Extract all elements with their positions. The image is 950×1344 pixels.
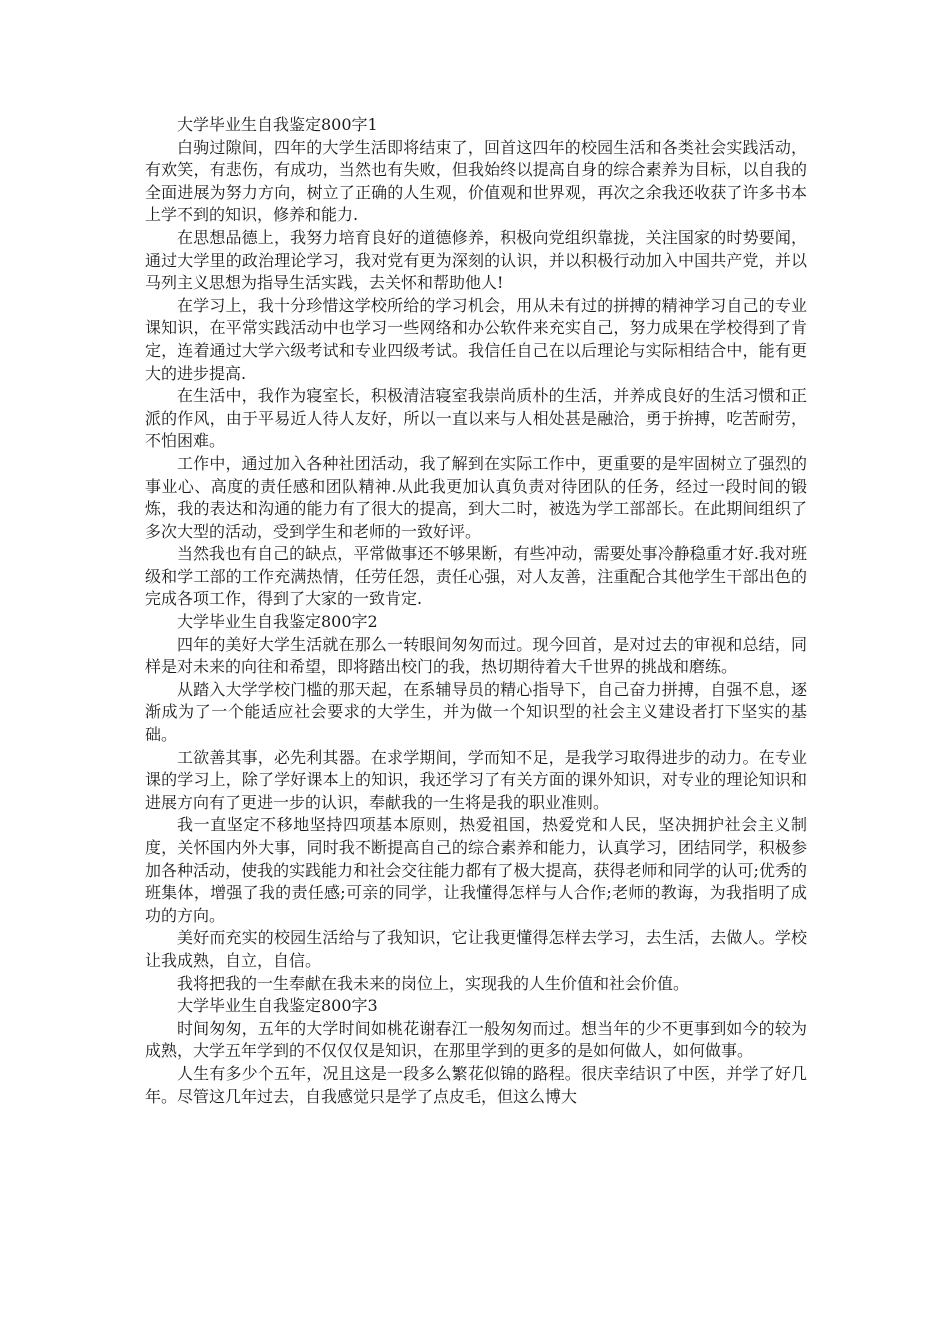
section-1 [145, 114, 807, 611]
paragraph: 我将把我的一生奉献在我未来的岗位上，实现我的人生价值和社会价值。 [177, 973, 690, 993]
section-title: 大学毕业生自我鉴定800字2 [177, 612, 378, 632]
section-title: 大学毕业生自我鉴定800字3 [177, 996, 378, 1016]
paragraph: 工作中，通过加入各种社团活动，我了解到在实际工作中，更重要的是牢固树立了强烈的事业心、高度的责任感和团队精神.从此我更加认真负责对待团队的任务，经过一段时间的锻炼，我的表达和沟通的能力有了很大的提高，到大二时，被选为学工部部长。在此期间组织了多次大型的活动，受到学生和老师的一致好评。 [145, 453, 807, 541]
paragraph: 时间匆匆，五年的大学时间如桃花谢春江一般匆匆而过。想当年的少不更事到如今的较为成熟，大学五年学到的不仅仅仅是知识，在那里学到的更多的是如何做人，如何做事。 [145, 1018, 807, 1061]
paragraph: 人生有多少个五年，况且这是一段多么繁花似锦的路程。很庆幸结识了中医，并学了好几年。尽管这几年过去，自我感觉只是学了点皮毛，但这么博大 [145, 1063, 807, 1106]
paragraph: 在学习上，我十分珍惜这学校所给的学习机会，用从未有过的拼搏的精神学习自己的专业课知识，在平常实践活动中也学习一些网络和办公软件来充实自己，努力成果在学校得到了肯定，连着通过大学六级考试和专业四级考试。我信任自己在以后理论与实际相结合中，能有更大的进步提高. [145, 295, 807, 383]
paragraph: 在生活中，我作为寝室长，积极清洁寝室我崇尚质朴的生活，并养成良好的生活习惯和正派的作风，由于平易近人待人友好，所以一直以来与人相处甚是融洽，勇于拚搏，吃苦耐劳，不怕困难。 [145, 386, 807, 451]
document-body [145, 114, 807, 1108]
paragraph: 当然我也有自己的缺点，平常做事还不够果断，有些冲动，需要处事冷静稳重才好.我对班级和学工部的工作充满热情，任劳任怨，责任心强，对人友善，注重配合其他学生干部出色的完成各项工作，得到了大家的一致肯定. [145, 544, 807, 609]
paragraph: 我一直坚定不移地坚持四项基本原则，热爱祖国，热爱党和人民，坚决拥护社会主义制度，关怀国内外大事，同时我不断提高自己的综合素养和能力，认真学习，团结同学，积极参加各种活动，使我的实践能力和社会交往能力都有了极大提高，获得老师和同学的认可;优秀的班集体，增强了我的责任感;可亲的同学，让我懂得怎样与人合作;老师的教诲，为我指明了成功的方向。 [145, 815, 807, 925]
paragraph: 四年的美好大学生活就在那么一转眼间匆匆而过。现今回首，是对过去的审视和总结，同样是对未来的向往和希望，即将踏出校门的我，热切期待着大千世界的挑战和磨练。 [145, 634, 807, 677]
paragraph: 工欲善其事，必先利其器。在求学期间，学而知不足，是我学习取得进步的动力。在专业课的学习上，除了学好课本上的知识，我还学习了有关方面的课外知识，对专业的理论知识和进展方向有了更进一步的认识，奉献我的一生将是我的职业准则。 [145, 747, 807, 812]
section-3 [145, 995, 807, 1108]
section-2 [145, 611, 807, 995]
section-title: 大学毕业生自我鉴定800字1 [177, 115, 378, 134]
paragraph: 美好而充实的校园生活给与了我知识，它让我更懂得怎样去学习，去生活，去做人。学校让我成熟，自立，自信。 [145, 928, 807, 970]
paragraph: 从踏入大学学校门槛的那天起，在系辅导员的精心指导下，自己奋力拼搏，自强不息，逐渐成为了一个能适应社会要求的大学生，并为做一个知识型的社会主义建设者打下坚实的基础。 [145, 679, 807, 745]
paragraph: 在思想品德上，我努力培育良好的道德修养，积极向党组织靠拢，关注国家的时势要闻，通过大学里的政治理论学习，我对党有更为深刻的认识，并以积极行动加入中国共产党，并以马列主义思想为指导生活实践，去关怀和帮助他人! [145, 227, 807, 293]
paragraph: 白驹过隙间，四年的大学生活即将结束了，回首这四年的校园生活和各类社会实践活动，有欢笑，有悲伤，有成功，当然也有失败，但我始终以提高自身的综合素养为目标，以自我的全面进展为努力方向，树立了正确的人生观，价值观和世界观，再次之余我还收获了许多书本上学不到的知识，修养和能力. [145, 137, 807, 225]
